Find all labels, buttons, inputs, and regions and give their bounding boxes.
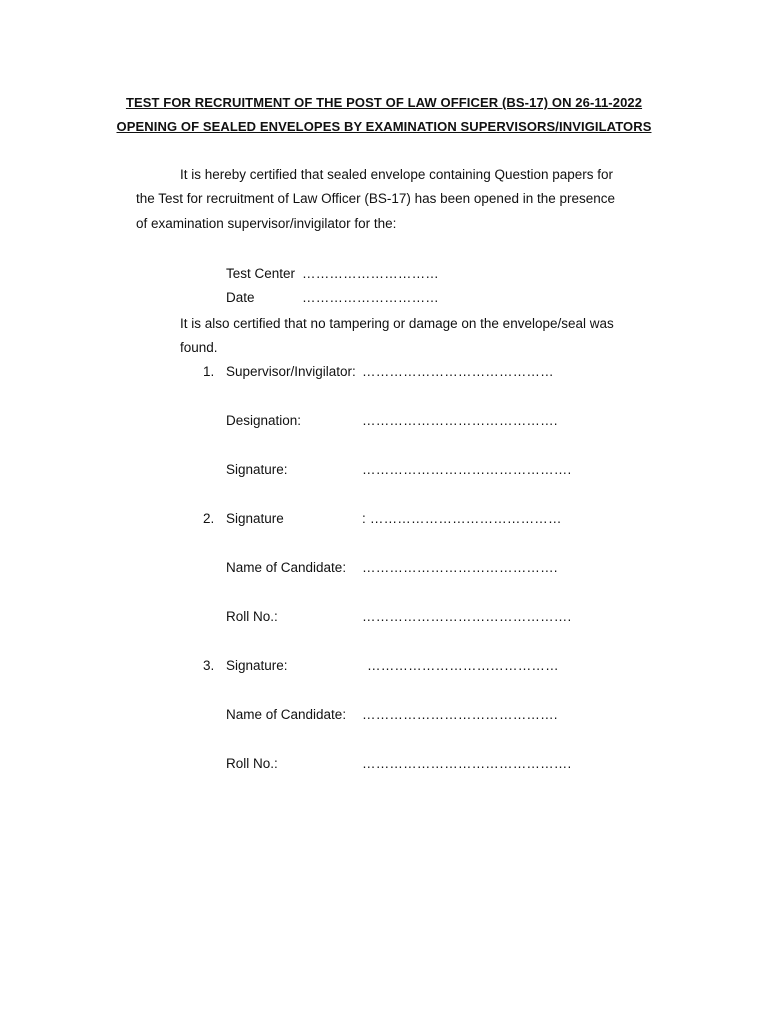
- signature-blank: : ……………………………………: [362, 511, 562, 526]
- designation-blank: …………………………………….: [362, 413, 558, 428]
- certify-paragraph-line-2: found.: [180, 340, 218, 355]
- intro-paragraph-line-1: It is hereby certified that sealed envelope containing Question papers for: [180, 167, 614, 182]
- date-blank: …………………………: [302, 290, 439, 305]
- test-center-label: Test Center: [226, 266, 296, 281]
- signature-blank: ……………………………………: [367, 658, 559, 673]
- roll-number-blank: ……………………………………….: [362, 756, 572, 771]
- designation-label: Designation:: [226, 413, 302, 428]
- supervisor-invigilator-blank: ……………………………………: [362, 364, 554, 379]
- intro-paragraph-line-3: of examination supervisor/invigilator for the:: [136, 216, 397, 231]
- entry-number: 3.: [203, 658, 215, 673]
- date-label: Date: [226, 290, 255, 305]
- signature-label: Signature:: [226, 462, 288, 477]
- supervisor-invigilator-label: Supervisor/Invigilator:: [226, 364, 356, 379]
- roll-number-label: Roll No.:: [226, 756, 278, 771]
- signature-label: Signature:: [226, 658, 288, 673]
- document-title-line-2: OPENING OF SEALED ENVELOPES BY EXAMINATION SUPERVISORS/INVIGILATORS: [116, 119, 652, 134]
- certify-paragraph-line-1: It is also certified that no tampering or damage on the envelope/seal was: [180, 316, 614, 331]
- intro-paragraph-line-2: the Test for recruitment of Law Officer (BS-17) has been opened in the presence: [136, 191, 616, 206]
- candidate-name-blank: …………………………………….: [362, 707, 558, 722]
- candidate-name-label: Name of Candidate:: [226, 707, 347, 722]
- signature-label: Signature: [226, 511, 284, 526]
- roll-number-blank: ……………………………………….: [362, 609, 572, 624]
- document-title-line-1: TEST FOR RECRUITMENT OF THE POST OF LAW OFFICER (BS-17) ON 26-11-2022: [125, 95, 643, 110]
- signature-blank: ……………………………………….: [362, 462, 572, 477]
- candidate-name-label: Name of Candidate:: [226, 560, 347, 575]
- entry-number: 2.: [203, 511, 215, 526]
- entry-number: 1.: [203, 364, 215, 379]
- test-center-blank: …………………………: [302, 266, 439, 281]
- roll-number-label: Roll No.:: [226, 609, 278, 624]
- candidate-name-blank: …………………………………….: [362, 560, 558, 575]
